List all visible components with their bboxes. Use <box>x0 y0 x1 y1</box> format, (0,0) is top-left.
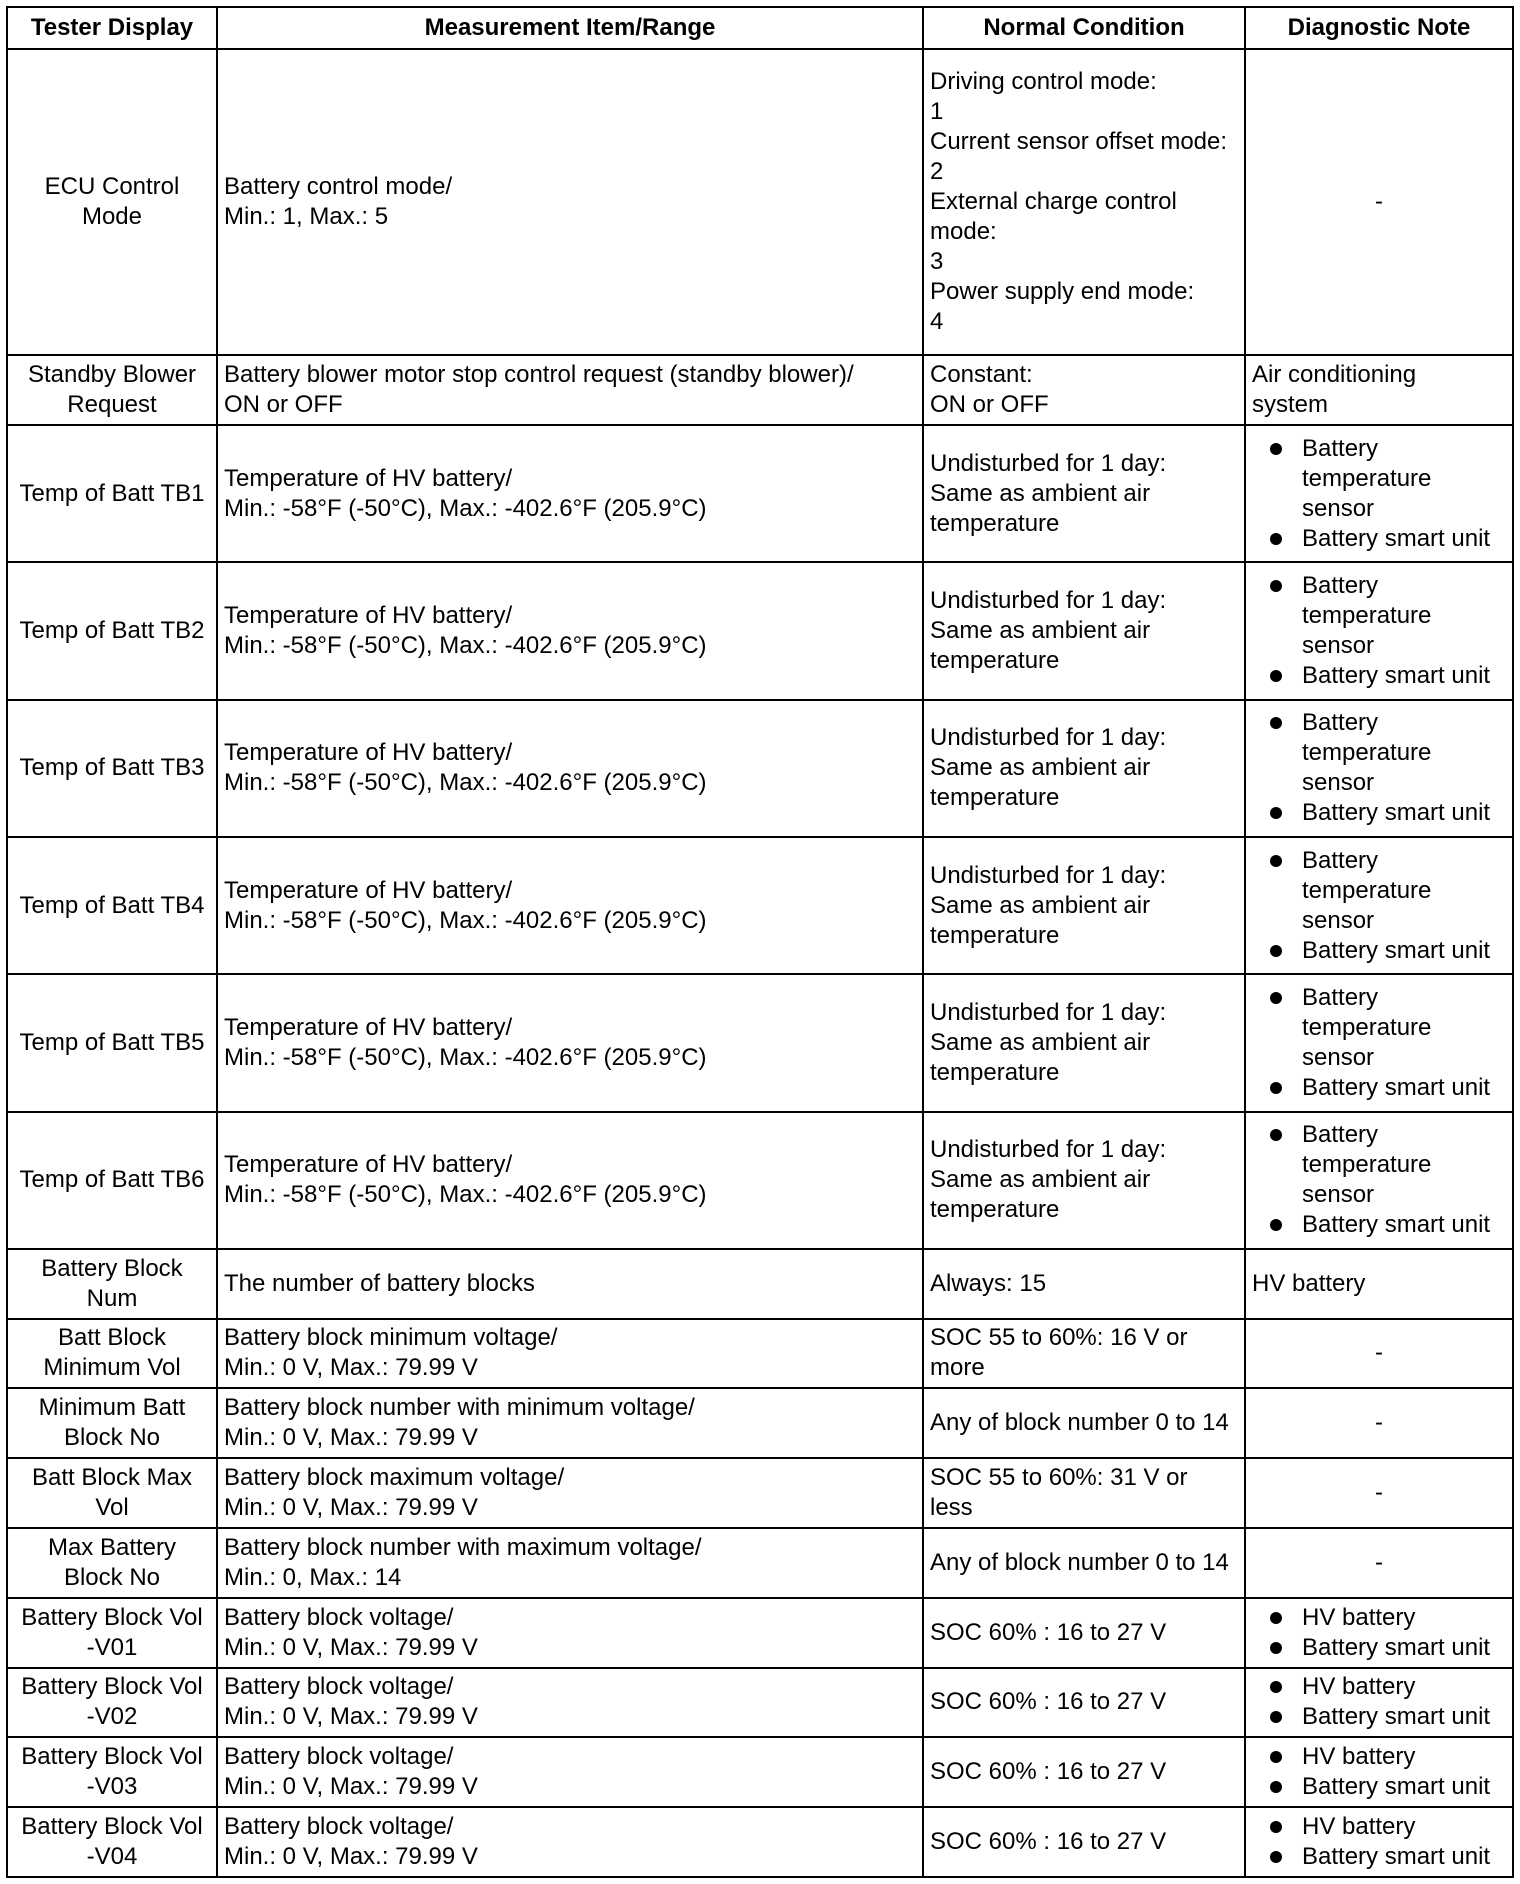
diagnostic-note-cell: - <box>1245 1528 1513 1598</box>
tester-display-cell: Temp of Batt TB1 <box>7 425 217 562</box>
diagnostic-note-text: Battery smart unit <box>1302 799 1491 827</box>
normal-condition-cell: SOC 60% : 16 to 27 V <box>923 1737 1245 1807</box>
measurement-item-cell: Battery block voltage/ Min.: 0 V, Max.: 79.99 V <box>217 1668 923 1738</box>
diagnostic-note-list <box>1252 708 1506 828</box>
diagnostic-note-item <box>1252 1120 1506 1210</box>
normal-condition-cell: SOC 60% : 16 to 27 V <box>923 1807 1245 1877</box>
diagnostic-note-text: Battery temperature sensor <box>1302 983 1432 1071</box>
normal-condition-cell: Undisturbed for 1 day: Same as ambient air temperature <box>923 425 1245 562</box>
bullet-icon <box>1270 945 1282 957</box>
table-row <box>7 425 1513 562</box>
diagnostic-note-cell <box>1245 700 1513 837</box>
normal-condition-cell: Undisturbed for 1 day: Same as ambient air temperature <box>923 700 1245 837</box>
diagnostic-note-cell: - <box>1245 49 1513 355</box>
diagnostic-note-cell <box>1245 1598 1513 1668</box>
diagnostic-note-list <box>1252 846 1506 966</box>
normal-condition-cell: SOC 55 to 60%: 31 V or less <box>923 1458 1245 1528</box>
tester-display-cell: Temp of Batt TB3 <box>7 700 217 837</box>
bullet-icon <box>1270 1642 1282 1654</box>
table-row <box>7 1737 1513 1807</box>
normal-condition-cell: SOC 60% : 16 to 27 V <box>923 1598 1245 1668</box>
tester-display-cell: Batt Block Max Vol <box>7 1458 217 1528</box>
normal-condition-cell: Undisturbed for 1 day: Same as ambient air temperature <box>923 974 1245 1111</box>
bullet-icon <box>1270 1082 1282 1094</box>
diagnostic-note-list <box>1252 1603 1506 1663</box>
measurement-item-cell: Temperature of HV battery/ Min.: -58°F (-50°C), Max.: -402.6°F (205.9°C) <box>217 425 923 562</box>
tester-display-cell: Batt Block Minimum Vol <box>7 1319 217 1389</box>
diagnostic-note-list <box>1252 1120 1506 1240</box>
table-row <box>7 1807 1513 1877</box>
table-row <box>7 355 1513 425</box>
diagnostic-note-text: Battery smart unit <box>1302 1211 1491 1239</box>
diagnostic-note-text: Battery smart unit <box>1302 524 1491 552</box>
diagnostic-note-item <box>1252 846 1506 936</box>
bullet-icon <box>1270 807 1282 819</box>
diagnostic-note-list <box>1252 983 1506 1103</box>
bullet-icon <box>1270 855 1282 867</box>
normal-condition-cell: SOC 60% : 16 to 27 V <box>923 1668 1245 1738</box>
diagnostic-note-text: HV battery <box>1302 1603 1416 1631</box>
diagnostic-note-list <box>1252 434 1506 554</box>
diagnostic-note-text: Battery temperature sensor <box>1302 571 1432 659</box>
diagnostic-note-item <box>1252 798 1506 828</box>
table-row <box>7 1319 1513 1389</box>
diagnostic-note-text: HV battery <box>1302 1743 1416 1771</box>
diagnostic-note-text: Battery smart unit <box>1302 936 1491 964</box>
table-body <box>7 49 1513 1877</box>
diagnostic-note-item <box>1252 983 1506 1073</box>
measurement-item-cell: Battery block maximum voltage/ Min.: 0 V, Max.: 79.99 V <box>217 1458 923 1528</box>
header-normal-condition: Normal Condition <box>923 7 1245 49</box>
tester-display-cell: Temp of Batt TB4 <box>7 837 217 974</box>
diagnostic-note-item <box>1252 434 1506 524</box>
measurement-item-cell: Battery blower motor stop control request (standby blower)/ ON or OFF <box>217 355 923 425</box>
diagnostic-note-cell <box>1245 1112 1513 1249</box>
table-row <box>7 1528 1513 1598</box>
measurement-item-cell: Battery control mode/ Min.: 1, Max.: 5 <box>217 49 923 355</box>
diagnostic-note-cell <box>1245 1807 1513 1877</box>
tester-display-cell: Minimum Batt Block No <box>7 1388 217 1458</box>
measurement-item-cell: Battery block number with maximum voltage/ Min.: 0, Max.: 14 <box>217 1528 923 1598</box>
diagnostic-note-item <box>1252 1702 1506 1732</box>
bullet-icon <box>1270 1711 1282 1723</box>
header-tester-display: Tester Display <box>7 7 217 49</box>
tester-display-cell: Temp of Batt TB5 <box>7 974 217 1111</box>
diagnostic-note-item <box>1252 1812 1506 1842</box>
tester-display-cell: Max Battery Block No <box>7 1528 217 1598</box>
table-row <box>7 1388 1513 1458</box>
tester-display-cell: ECU Control Mode <box>7 49 217 355</box>
diagnostic-note-item <box>1252 1772 1506 1802</box>
bullet-icon <box>1270 1751 1282 1763</box>
tester-display-cell: Battery Block Vol -V02 <box>7 1668 217 1738</box>
measurement-item-cell: Temperature of HV battery/ Min.: -58°F (-50°C), Max.: -402.6°F (205.9°C) <box>217 562 923 699</box>
measurement-item-cell: Battery block voltage/ Min.: 0 V, Max.: 79.99 V <box>217 1807 923 1877</box>
tester-display-cell: Battery Block Vol -V01 <box>7 1598 217 1668</box>
tester-display-cell: Standby Blower Request <box>7 355 217 425</box>
header-diagnostic-note: Diagnostic Note <box>1245 7 1513 49</box>
diagnostic-note-text: HV battery <box>1302 1673 1416 1701</box>
tester-display-cell: Battery Block Vol -V04 <box>7 1807 217 1877</box>
table-row <box>7 562 1513 699</box>
measurement-item-cell: Temperature of HV battery/ Min.: -58°F (-50°C), Max.: -402.6°F (205.9°C) <box>217 1112 923 1249</box>
normal-condition-cell: Undisturbed for 1 day: Same as ambient air temperature <box>923 562 1245 699</box>
diagnostic-note-text: Battery temperature sensor <box>1302 709 1432 797</box>
header-measurement-item: Measurement Item/Range <box>217 7 923 49</box>
table-row <box>7 1249 1513 1319</box>
diagnostic-note-cell: - <box>1245 1319 1513 1389</box>
normal-condition-cell: Any of block number 0 to 14 <box>923 1388 1245 1458</box>
normal-condition-cell: Constant: ON or OFF <box>923 355 1245 425</box>
diagnostic-note-text: Battery smart unit <box>1302 1073 1491 1101</box>
table-row <box>7 837 1513 974</box>
diagnostic-note-text: Battery temperature sensor <box>1302 434 1432 522</box>
measurement-item-cell: The number of battery blocks <box>217 1249 923 1319</box>
measurement-item-cell: Battery block voltage/ Min.: 0 V, Max.: 79.99 V <box>217 1737 923 1807</box>
diagnostic-note-text: Battery temperature sensor <box>1302 1121 1432 1209</box>
diagnostic-note-item <box>1252 708 1506 798</box>
diagnostic-note-item <box>1252 1672 1506 1702</box>
data-list-table <box>6 6 1514 1878</box>
diagnostic-note-cell <box>1245 974 1513 1111</box>
measurement-item-cell: Battery block number with minimum voltage/ Min.: 0 V, Max.: 79.99 V <box>217 1388 923 1458</box>
bullet-icon <box>1270 1129 1282 1141</box>
bullet-icon <box>1270 1219 1282 1231</box>
normal-condition-cell: SOC 55 to 60%: 16 V or more <box>923 1319 1245 1389</box>
diagnostic-note-item <box>1252 1633 1506 1663</box>
tester-display-cell: Battery Block Num <box>7 1249 217 1319</box>
tester-display-cell: Temp of Batt TB2 <box>7 562 217 699</box>
diagnostic-note-cell <box>1245 425 1513 562</box>
diagnostic-note-item <box>1252 524 1506 554</box>
table-row <box>7 1598 1513 1668</box>
diagnostic-note-text: HV battery <box>1302 1813 1416 1841</box>
normal-condition-cell: Any of block number 0 to 14 <box>923 1528 1245 1598</box>
normal-condition-cell: Undisturbed for 1 day: Same as ambient air temperature <box>923 1112 1245 1249</box>
diagnostic-note-text: Battery smart unit <box>1302 1633 1491 1661</box>
diagnostic-note-text: Battery temperature sensor <box>1302 846 1432 934</box>
table-row <box>7 974 1513 1111</box>
diagnostic-note-text: Battery smart unit <box>1302 661 1491 689</box>
diagnostic-note-item <box>1252 1603 1506 1633</box>
diagnostic-note-item <box>1252 571 1506 661</box>
bullet-icon <box>1270 533 1282 545</box>
tester-display-cell: Temp of Batt TB6 <box>7 1112 217 1249</box>
bullet-icon <box>1270 717 1282 729</box>
diagnostic-note-text: Battery smart unit <box>1302 1703 1491 1731</box>
measurement-item-cell: Temperature of HV battery/ Min.: -58°F (-50°C), Max.: -402.6°F (205.9°C) <box>217 837 923 974</box>
diagnostic-note-item <box>1252 1210 1506 1240</box>
tester-display-cell: Battery Block Vol -V03 <box>7 1737 217 1807</box>
bullet-icon <box>1270 670 1282 682</box>
bullet-icon <box>1270 992 1282 1004</box>
diagnostic-note-item <box>1252 1842 1506 1872</box>
bullet-icon <box>1270 1781 1282 1793</box>
bullet-icon <box>1270 1612 1282 1624</box>
diagnostic-note-cell <box>1245 562 1513 699</box>
diagnostic-note-cell <box>1245 837 1513 974</box>
normal-condition-cell: Driving control mode: 1 Current sensor offset mode: 2 External charge control mode: 3 Power supply end mode: 4 <box>923 49 1245 355</box>
diagnostic-note-cell <box>1245 1737 1513 1807</box>
diagnostic-note-cell <box>1245 1668 1513 1738</box>
normal-condition-cell: Undisturbed for 1 day: Same as ambient air temperature <box>923 837 1245 974</box>
diagnostic-note-cell: Air conditioning system <box>1245 355 1513 425</box>
diagnostic-note-item <box>1252 661 1506 691</box>
bullet-icon <box>1270 443 1282 455</box>
diagnostic-note-text: Battery smart unit <box>1302 1773 1491 1801</box>
diagnostic-note-item <box>1252 1073 1506 1103</box>
diagnostic-note-cell: HV battery <box>1245 1249 1513 1319</box>
table-row <box>7 1458 1513 1528</box>
measurement-item-cell: Temperature of HV battery/ Min.: -58°F (-50°C), Max.: -402.6°F (205.9°C) <box>217 700 923 837</box>
diagnostic-note-list <box>1252 1812 1506 1872</box>
bullet-icon <box>1270 1851 1282 1863</box>
diagnostic-note-text: Battery smart unit <box>1302 1843 1491 1871</box>
measurement-item-cell: Battery block minimum voltage/ Min.: 0 V, Max.: 79.99 V <box>217 1319 923 1389</box>
normal-condition-cell: Always: 15 <box>923 1249 1245 1319</box>
table-row <box>7 49 1513 355</box>
table-header-row <box>7 7 1513 49</box>
diagnostic-note-item <box>1252 1742 1506 1772</box>
diagnostic-note-item <box>1252 936 1506 966</box>
measurement-item-cell: Temperature of HV battery/ Min.: -58°F (-50°C), Max.: -402.6°F (205.9°C) <box>217 974 923 1111</box>
bullet-icon <box>1270 580 1282 592</box>
bullet-icon <box>1270 1681 1282 1693</box>
diagnostic-note-list <box>1252 1742 1506 1802</box>
bullet-icon <box>1270 1821 1282 1833</box>
table-row <box>7 1668 1513 1738</box>
table-row <box>7 700 1513 837</box>
diagnostic-note-cell: - <box>1245 1458 1513 1528</box>
diagnostic-note-list <box>1252 571 1506 691</box>
table-row <box>7 1112 1513 1249</box>
diagnostic-note-cell: - <box>1245 1388 1513 1458</box>
measurement-item-cell: Battery block voltage/ Min.: 0 V, Max.: 79.99 V <box>217 1598 923 1668</box>
diagnostic-note-list <box>1252 1672 1506 1732</box>
